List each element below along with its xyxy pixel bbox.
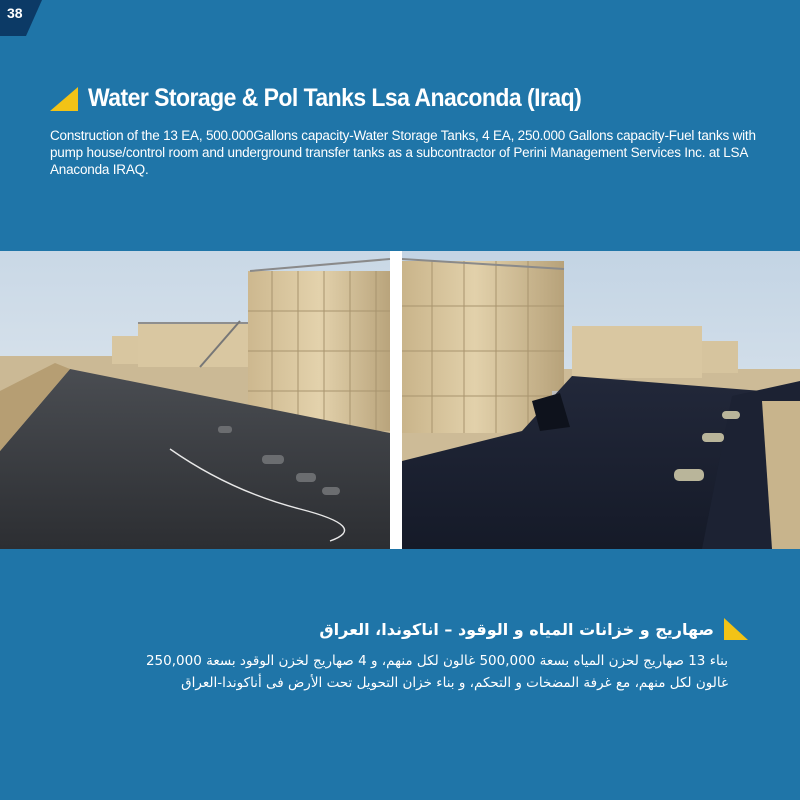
tank-construction-photo-left [0,251,390,549]
tank-construction-photo-right [402,251,800,549]
arabic-line-1: بناء 13 صهاريج لحزن المياه بسعة 500,000 غالون لكل منهم، و 4 صهاريج لخزن الوقود بسعة 250,000 [145,653,728,669]
page-number: 38 [7,5,23,21]
page-number-badge [0,0,42,36]
arabic-title-row [319,618,748,640]
yellow-triangle-icon [724,618,748,640]
page-title: Water Storage & Pol Tanks Lsa Anaconda (Iraq) [88,84,582,112]
arabic-line-2: غالون لكل منهم، مع غرفة المضخات و التحكم، و بناء خزان التحويل تحت الأرض فى أناكوندا-العراق [181,675,728,691]
yellow-triangle-icon [50,87,78,111]
project-description: Construction of the 13 EA, 500.000Gallons capacity-Water Storage Tanks, 4 EA, 250.000 Gallons capacity-Fuel tanks with pump house/control room and underground transfer tanks as a subcontractor of Perini Management Services Inc. at LSA Anaconda IRAQ. [50,128,756,177]
title-row [50,84,624,113]
photo-separator [390,251,402,549]
arabic-title: صهاريج و خزانات المياه و الوقود – اناكوندا، العراق [319,619,714,639]
arabic-description [108,650,728,694]
